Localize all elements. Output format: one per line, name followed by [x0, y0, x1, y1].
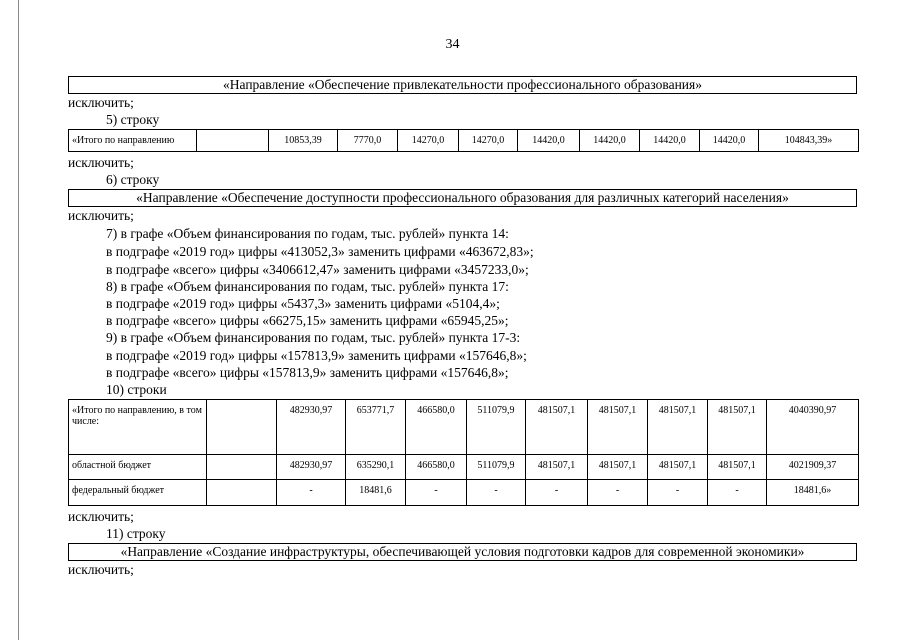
value-cell: 4040390,97 — [767, 400, 859, 455]
text-exclude-2: исключить; — [68, 155, 134, 170]
text-exclude-5: исключить; — [68, 562, 134, 577]
value-cell: 511079,9 — [467, 455, 526, 480]
value-cell: 14420,0 — [640, 130, 700, 152]
text-item-9-total: в подграфе «всего» цифры «157813,9» заменить цифрами «157646,8»; — [106, 365, 509, 380]
text-exclude-4: исключить; — [68, 509, 134, 524]
value-cell: - — [467, 480, 526, 506]
value-cell: 7770,0 — [338, 130, 398, 152]
empty-cell — [207, 455, 277, 480]
value-cell: 482930,97 — [277, 400, 346, 455]
value-cell: 653771,7 — [346, 400, 406, 455]
row-label: «Итого по направлению — [69, 130, 197, 152]
value-cell: - — [526, 480, 588, 506]
value-cell: 481507,1 — [648, 400, 708, 455]
value-cell: - — [277, 480, 346, 506]
value-cell: 481507,1 — [708, 455, 767, 480]
text-item-7: 7) в графе «Объем финансирования по годам, тыс. рублей» пункта 14: — [106, 226, 509, 241]
table-row — [69, 480, 859, 506]
table-row-5 — [68, 129, 859, 152]
value-cell: 482930,97 — [277, 455, 346, 480]
text-exclude-3: исключить; — [68, 208, 134, 223]
value-cell: 481507,1 — [588, 455, 648, 480]
value-cell: 10853,39 — [269, 130, 338, 152]
value-cell: 4021909,37 — [767, 455, 859, 480]
value-cell: 14420,0 — [700, 130, 759, 152]
value-cell: - — [588, 480, 648, 506]
value-cell: - — [648, 480, 708, 506]
value-cell: 466580,0 — [406, 400, 467, 455]
row-label: «Итого по направлению, в том числе: — [69, 400, 207, 455]
text-item-8-total: в подграфе «всего» цифры «66275,15» заменить цифрами «65945,25»; — [106, 313, 509, 328]
value-cell: - — [406, 480, 467, 506]
value-cell: 481507,1 — [526, 455, 588, 480]
value-cell: 104843,39» — [759, 130, 859, 152]
text-item-8: 8) в графе «Объем финансирования по годам, тыс. рублей» пункта 17: — [106, 279, 509, 294]
table-row — [69, 455, 859, 480]
value-cell: 481507,1 — [648, 455, 708, 480]
value-cell: 511079,9 — [467, 400, 526, 455]
value-cell: 481507,1 — [526, 400, 588, 455]
value-cell: 481507,1 — [708, 400, 767, 455]
value-cell: 14420,0 — [518, 130, 580, 152]
value-cell: 635290,1 — [346, 455, 406, 480]
value-cell: 14420,0 — [580, 130, 640, 152]
value-cell: 18481,6» — [767, 480, 859, 506]
page-number: 34 — [445, 37, 460, 52]
page-edge-line — [18, 0, 19, 640]
table-row — [69, 400, 859, 455]
value-cell: 18481,6 — [346, 480, 406, 506]
empty-cell — [207, 480, 277, 506]
value-cell: 481507,1 — [588, 400, 648, 455]
direction-box-infrastructure: «Направление «Создание инфраструктуры, обеспечивающей условия подготовки кадров для современной экономики» — [68, 543, 857, 561]
text-item-5: 5) строку — [106, 112, 160, 127]
value-cell: - — [708, 480, 767, 506]
text-item-7-2019: в подграфе «2019 год» цифры «413052,3» заменить цифрами «463672,83»; — [106, 244, 534, 259]
table-rows-10 — [68, 399, 859, 506]
table-row — [69, 130, 859, 152]
text-item-8-2019: в подграфе «2019 год» цифры «5437,3» заменить цифрами «5104,4»; — [106, 296, 500, 311]
row-label: федеральный бюджет — [69, 480, 207, 506]
text-item-9: 9) в графе «Объем финансирования по годам, тыс. рублей» пункта 17-3: — [106, 330, 521, 345]
direction-box-accessibility: «Направление «Обеспечение доступности профессионального образования для различных категорий населения» — [68, 189, 857, 207]
text-item-6: 6) строку — [106, 172, 160, 187]
text-item-10: 10) строки — [106, 382, 167, 397]
value-cell: 466580,0 — [406, 455, 467, 480]
row-label: областной бюджет — [69, 455, 207, 480]
empty-cell — [207, 400, 277, 455]
value-cell: 14270,0 — [459, 130, 518, 152]
direction-box-attractiveness: «Направление «Обеспечение привлекательности профессионального образования» — [68, 76, 857, 94]
value-cell: 14270,0 — [398, 130, 459, 152]
text-item-11: 11) строку — [106, 526, 166, 541]
empty-cell — [197, 130, 269, 152]
text-item-7-total: в подграфе «всего» цифры «3406612,47» заменить цифрами «3457233,0»; — [106, 262, 529, 277]
text-item-9-2019: в подграфе «2019 год» цифры «157813,9» заменить цифрами «157646,8»; — [106, 348, 527, 363]
text-exclude-1: исключить; — [68, 95, 134, 110]
